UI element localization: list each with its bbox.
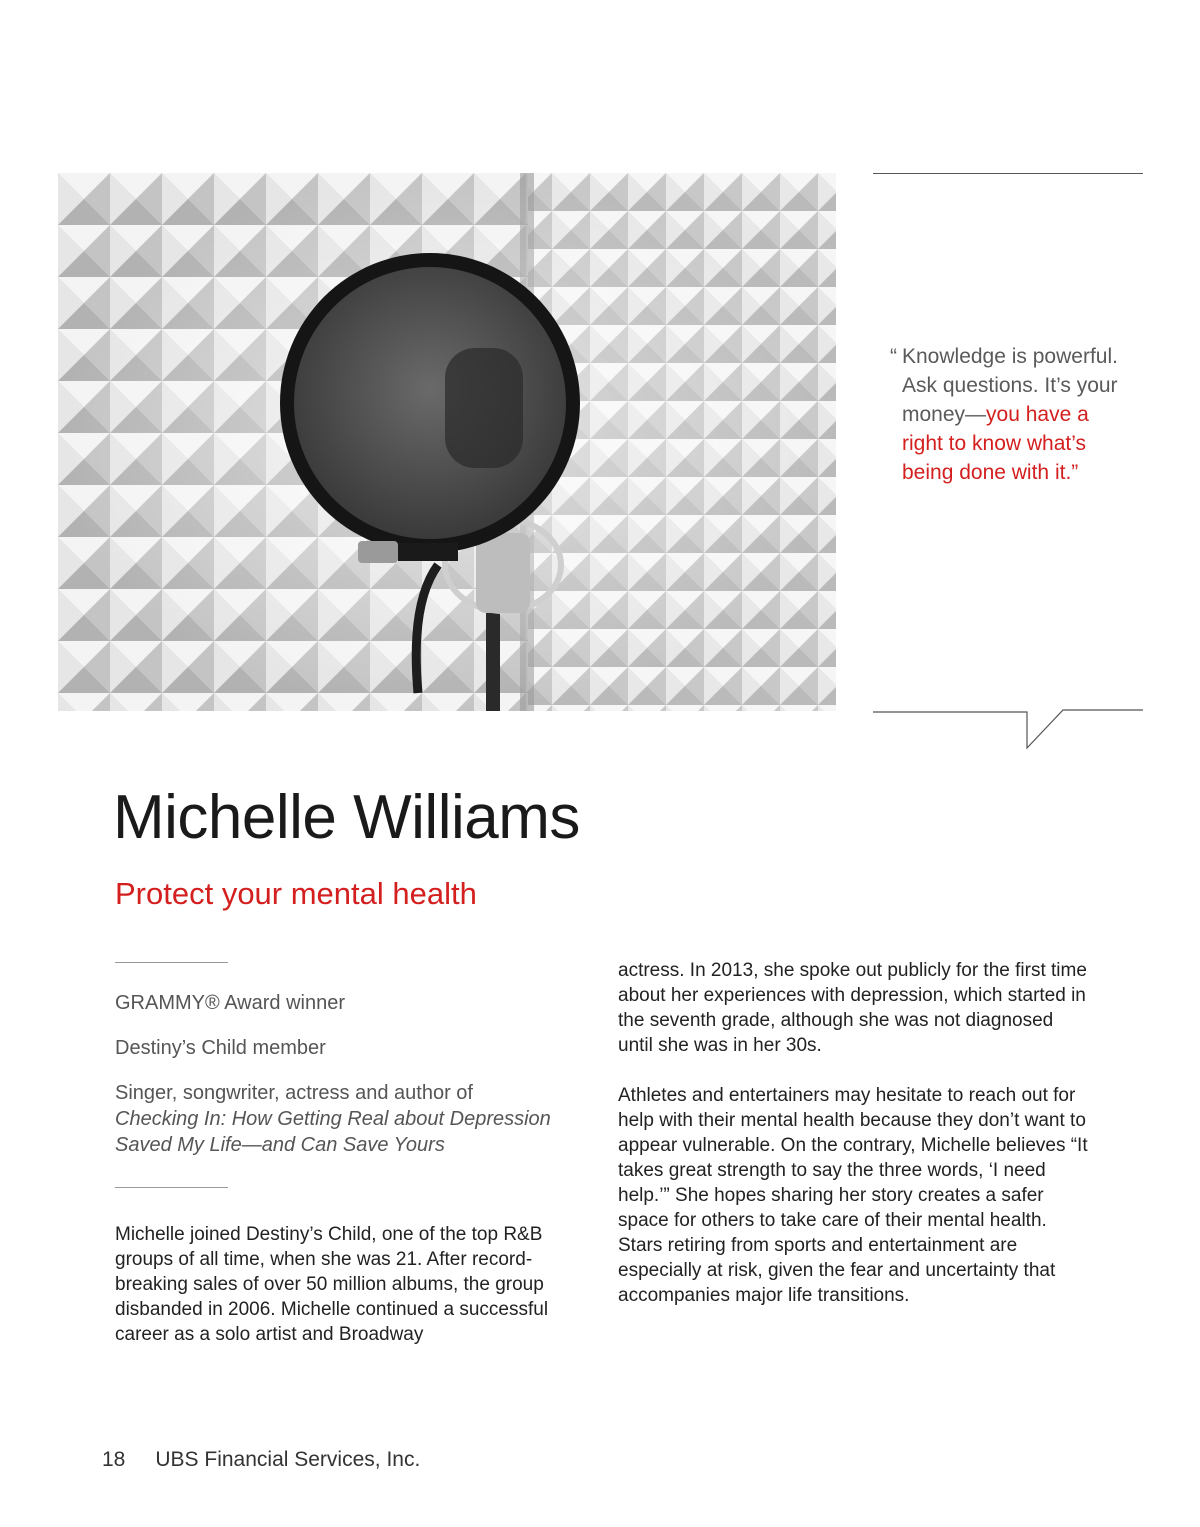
article-column-right xyxy=(618,958,1088,1308)
book-title: Checking In: How Getting Real about Depression Saved My Life—and Can Save Yours xyxy=(115,1108,551,1156)
speech-bubble-tail xyxy=(873,700,1143,760)
quote-text: Knowledge is powerful. Ask questions. It’s your money— xyxy=(902,345,1118,426)
credit-prefix: Singer, songwriter, actress and author of xyxy=(115,1082,473,1104)
body-paragraph: actress. In 2013, she spoke out publicly for the first time about her experiences with depression, which started in the seventh grade, although she was not diagnosed until she was in her 30s. xyxy=(618,960,1087,1056)
footer-company: UBS Financial Services, Inc. xyxy=(155,1448,421,1471)
pull-quote xyxy=(890,342,1120,487)
quote-top-rule xyxy=(873,173,1143,174)
page-footer xyxy=(102,1445,420,1475)
credits-top-rule xyxy=(115,962,228,963)
credit-item: Destiny’s Child member xyxy=(115,1037,326,1059)
credit-item: GRAMMY® Award winner xyxy=(115,992,345,1014)
credit-item xyxy=(115,1080,595,1158)
page-title: Michelle Williams xyxy=(113,783,580,852)
body-paragraph: Athletes and entertainers may hesitate to reach out for help with their mental health because they don’t want to appear vulnerable. On the contrary, Michelle believes “It takes great strength to say the three words, ‘I need help.’” She hopes sharing her story creates a safer space for others to take care of their mental health. Stars retiring from sports and entertainment are especially at risk, given the fear and uncertainty that accompanies major life transitions. xyxy=(618,1085,1088,1306)
credits-bottom-rule xyxy=(115,1187,228,1188)
credits-list xyxy=(115,990,595,1177)
section-subtitle: Protect your mental health xyxy=(115,876,477,911)
quote-open-mark: “ xyxy=(890,345,897,368)
quote-highlight: you have a right to know what’s being done with it.” xyxy=(902,403,1089,484)
body-paragraph: Michelle joined Destiny’s Child, one of the top R&B groups of all time, when she was 21. After record-breaking sales of over 50 million albums, the group disbanded in 2006. Michelle continued a successful career as a solo artist and Broadway xyxy=(115,1224,549,1345)
page-number: 18 xyxy=(102,1448,126,1471)
photo-microphone-studio xyxy=(58,173,836,711)
article-column-left xyxy=(115,1222,585,1347)
